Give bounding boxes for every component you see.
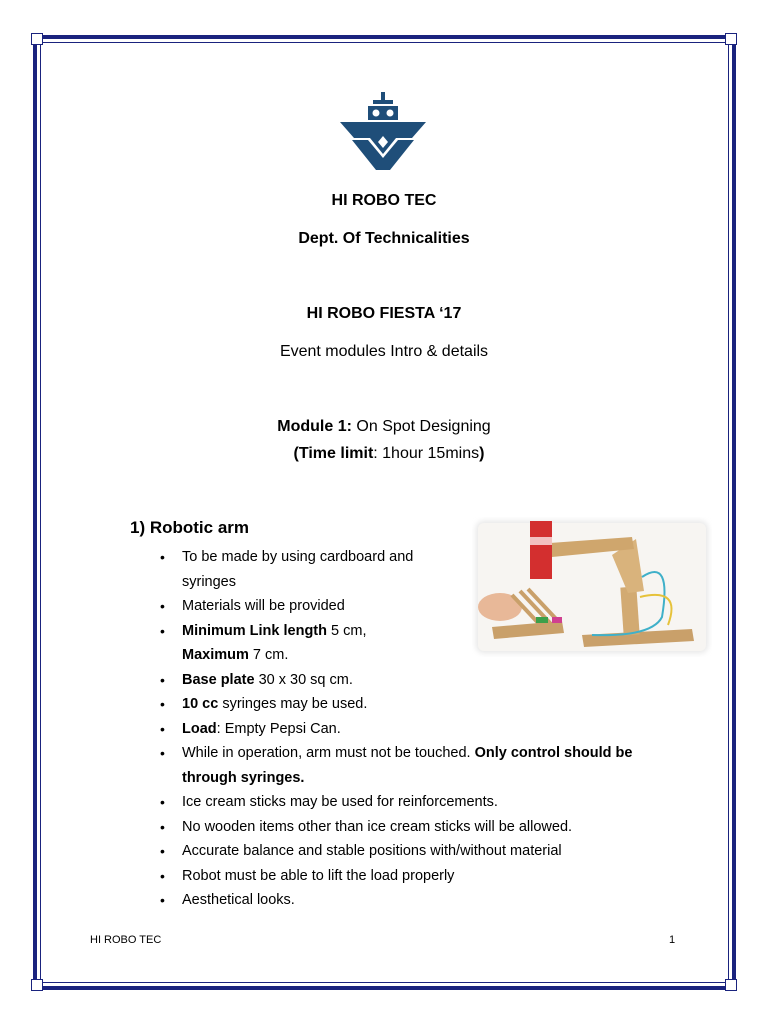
list-item — [160, 839, 680, 864]
module-name: On Spot Designing — [351, 418, 491, 435]
module-time-limit — [0, 445, 768, 463]
list-item — [160, 668, 680, 693]
department-name: Dept. Of Technicalities — [298, 230, 470, 247]
list-item — [160, 888, 680, 913]
item-bold: Maximum — [182, 647, 249, 663]
item-text: Robot must be able to lift the load properly — [182, 867, 455, 884]
item-text: syringes may be used. — [218, 696, 368, 712]
footer-org: HI ROBO TEC — [90, 934, 162, 946]
item-text: Materials will be provided — [182, 598, 345, 614]
item-text: : Empty Pepsi Can. — [216, 720, 341, 737]
list-item — [160, 545, 452, 594]
item-text: To be made by using cardboard and syringes — [182, 549, 414, 590]
item-text: 5 cm, — [327, 622, 367, 639]
item-text: 30 x 30 sq cm. — [254, 671, 353, 688]
event-title: HI ROBO FIESTA ‘17 — [306, 305, 462, 322]
list-item — [160, 790, 680, 815]
list-item — [160, 594, 680, 619]
list-item — [160, 741, 682, 790]
border-corner — [725, 979, 737, 991]
time-limit-label: Time limit — [298, 445, 374, 462]
item-text: 7 cm. — [248, 647, 289, 663]
border-corner — [31, 979, 43, 991]
list-item — [160, 619, 680, 668]
module-title — [0, 418, 768, 436]
item-text: Aesthetical looks. — [182, 892, 295, 908]
item-bold: Only control should be through syringes. — [182, 745, 633, 786]
item-text: While in operation, arm must not be touched. — [182, 745, 475, 761]
item-bold: Base plate — [182, 671, 255, 688]
requirements-list — [160, 545, 680, 913]
list-item — [160, 692, 680, 717]
section-heading: 1) Robotic arm — [130, 518, 250, 537]
module-label: Module 1: — [277, 418, 352, 435]
event-subtitle: Event modules Intro & details — [279, 343, 489, 360]
org-name: HI ROBO TEC — [331, 192, 437, 209]
paren-close: ) — [479, 445, 485, 462]
hi-robo-tec-logo — [338, 92, 428, 172]
page-number: 1 — [669, 934, 676, 946]
item-text: Ice cream sticks may be used for reinforcements. — [182, 794, 498, 810]
border-corner — [31, 33, 43, 45]
time-limit-value: : 1hour 15mins — [373, 445, 480, 462]
item-bold: Load — [182, 720, 217, 737]
item-bold: 10 cc — [182, 696, 219, 712]
list-item — [160, 864, 680, 889]
paren-open: ( — [293, 445, 299, 462]
item-text: Accurate balance and stable positions with/without material — [182, 843, 562, 859]
list-item — [160, 815, 680, 840]
border-corner — [725, 33, 737, 45]
item-bold: Minimum Link length — [182, 622, 327, 639]
list-item — [160, 717, 680, 742]
item-text: No wooden items other than ice cream sticks will be allowed. — [182, 818, 573, 835]
